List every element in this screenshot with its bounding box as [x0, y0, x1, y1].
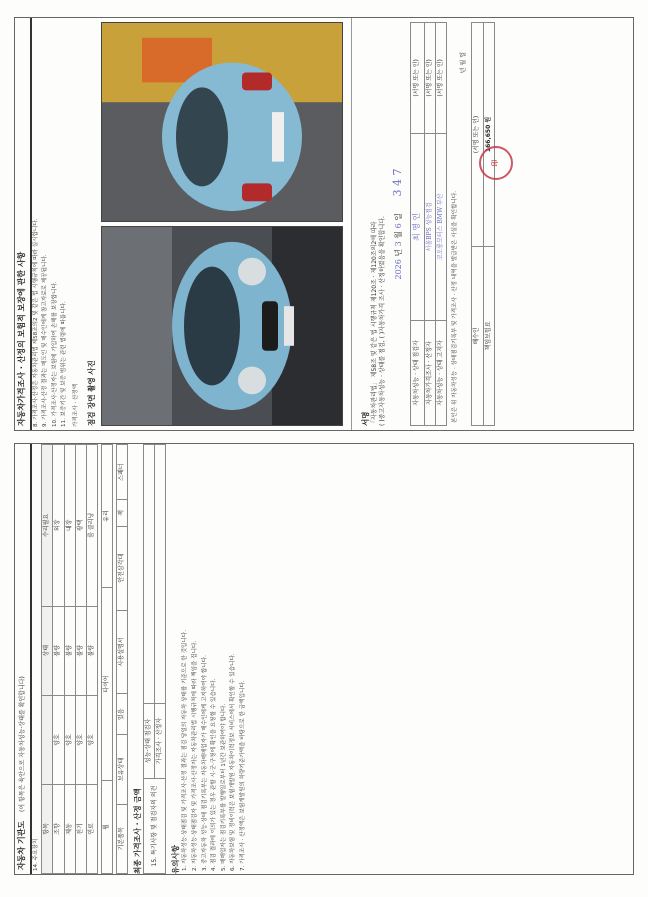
- table-cell: 불량: [64, 606, 75, 695]
- part-label: 14. 주요장치: [32, 838, 39, 871]
- note-item: 7. 가격조사 · 산정액은 보험개발원의 차량기준가액을 바탕으로 한 금액입니다.: [239, 680, 246, 871]
- car-rear-photo: [101, 22, 343, 222]
- table-row: [472, 23, 483, 426]
- note-item: 8. 가격조사·산정은 자동차관리법 제58조의2 및 같은 법 시행규칙에 따라 실시합니다.: [32, 218, 39, 427]
- table-cell: 조향: [53, 784, 64, 873]
- table-cell: 166,650 원: [483, 23, 494, 247]
- table-cell: 광택: [75, 445, 86, 607]
- car-front-photo: [101, 226, 343, 426]
- note-item: 9. 가격조사·산정 결과는 매도인 및 매수인에게 참고자료로 제공됩니다.: [42, 254, 49, 427]
- table-cell: 안전삼각대: [116, 526, 127, 610]
- signature-section: [351, 18, 499, 430]
- table-row: [483, 23, 494, 426]
- photo-row: [97, 18, 347, 430]
- table-cell: 스패너: [116, 445, 127, 500]
- table-row: [116, 445, 127, 874]
- table-cell: (서명 또는 인): [410, 23, 424, 134]
- table-cell: 불량: [86, 606, 97, 695]
- section-note: (이 항목은 육안으로 자동차성능·상태를 확인합니다): [19, 676, 26, 813]
- table-cell: 가격조사 · 산정자: [155, 704, 166, 779]
- table-cell: 양호: [75, 695, 86, 784]
- table-cell: 서울BPS 성능점검: [424, 133, 435, 320]
- note-item: 6. 자동차보험 및 정비이력은 보험개발원 자동차이력정보 서비스에서 확인할 수 있습니다.: [230, 653, 237, 871]
- table-header: 항목: [42, 784, 53, 873]
- table-row: [101, 445, 112, 874]
- table-row: [144, 445, 155, 874]
- table-cell: 보유상태: [116, 735, 127, 804]
- receipt-text: 본인은 위 자동차성능 · 상태점검기록부 및 가격조사 · 산정 내역을 발급받은 사실을 확인합니다.: [451, 190, 458, 423]
- table-cell: (서명 또는 인): [424, 23, 435, 134]
- table-cell: 타이어: [101, 588, 112, 781]
- table-cell: 불량: [75, 606, 86, 695]
- insurance-notes: [32, 18, 72, 430]
- table-cell: 잭: [116, 500, 127, 527]
- table-cell: 자동차가격조사 · 산정자: [424, 321, 435, 426]
- table-cell: 양호: [53, 695, 64, 784]
- notes-title: 유의사항: [171, 845, 181, 874]
- inspection-table: [41, 444, 97, 874]
- note-item: 5. 매매업자는 점검기록부를 발행일로부터 1년간 보관하여야 합니다.: [220, 703, 227, 871]
- table-cell: 매수인: [472, 246, 483, 425]
- table-row: [64, 445, 75, 874]
- table-cell: 양호: [86, 695, 97, 784]
- date-day: 6: [393, 223, 403, 229]
- table-cell: 외장: [53, 445, 64, 607]
- table-cell: 성능·상태 점검자: [144, 704, 155, 779]
- price-label: 가격조사 · 산정액: [72, 383, 79, 427]
- table-header: [42, 695, 53, 784]
- note-item: 11. 보증기간 및 보증 범위는 관련 법령에 따릅니다.: [61, 301, 68, 427]
- date-year: 2026: [393, 259, 403, 280]
- table-row: [435, 23, 446, 426]
- signature-title: 서명: [360, 411, 370, 426]
- table-cell: 사용설명서: [116, 610, 127, 694]
- note-item: 10. 가격조사·산정자는 보험에 가입하여 손해를 보장합니다.: [51, 281, 58, 427]
- insurance-header: 자동차가격조사 · 산정의 보험적 보장에 관한 사항: [15, 18, 32, 430]
- note-item: 4. 점검 결과에 이의가 있는 경우 관할 시·군·구청에 확인을 요청할 수 있습니다.: [211, 678, 218, 871]
- table-cell: 불량: [53, 606, 64, 695]
- signature-table: [410, 22, 447, 426]
- signature-text-2: ( )중고자동차성능 · 상태를 점검, ( )자동차가격 조사 · 산정하였음을 확인합니다.: [378, 216, 386, 426]
- table-cell: 자동차성능 · 상태 점검자: [410, 321, 424, 426]
- opinion-table: [143, 444, 166, 874]
- table-row: [410, 23, 424, 426]
- repair-table: [101, 444, 113, 874]
- table-row: [86, 445, 97, 874]
- table-cell: 내장: [64, 445, 75, 607]
- table-cell: 최 영 인: [410, 133, 424, 320]
- section-title: 자동차 기관도: [17, 820, 26, 870]
- photo-title: 점검 장면 촬영 사진: [86, 360, 96, 426]
- note-item: 2. 자동차성능·상태점검자 및 가격조사·산정자는 자동차관리법 시행규칙에 따라 책임을 집니다.: [191, 640, 198, 871]
- table-cell: 있음: [116, 694, 127, 735]
- notes-list: [181, 444, 250, 874]
- table-row: [53, 445, 64, 874]
- table-cell: [155, 445, 166, 704]
- right-column: [14, 17, 634, 431]
- sign-date: [391, 22, 406, 426]
- table-cell: [144, 445, 155, 704]
- left-column: [14, 443, 634, 875]
- table-row: [424, 23, 435, 426]
- handwritten-number: 3 4 7: [390, 168, 404, 197]
- signature-text: 「자동차관리법」 제58조 및 같은 법 시행규칙 제120조 · 제120조의2에 따라: [370, 221, 378, 426]
- table-cell: 책임보험료: [483, 246, 494, 425]
- table-cell: (서명 또는 인): [472, 23, 483, 247]
- date-month-suffix: 월: [393, 230, 403, 239]
- table-cell: 유리: [101, 445, 112, 588]
- note-item: 1. 자동차성능·상태점검 및 가격조사·산정 결과는 점검 당일의 자동차 상태를 기준으로 한 것입니다.: [182, 630, 189, 871]
- table-cell: (서명 또는 인): [435, 23, 446, 134]
- date-year-suffix: 년: [393, 248, 403, 257]
- table-cell: 자동차성능 · 상태 고지자: [435, 321, 446, 426]
- table-header: 상태: [42, 606, 53, 695]
- buyer-table: [471, 22, 494, 426]
- table-row: [75, 445, 86, 874]
- table-cell: 코오롱모터스 BMW 부산: [435, 133, 446, 320]
- opinion-title: 최종 가격조사 · 산정 금액: [133, 788, 142, 874]
- section-header: [15, 444, 32, 874]
- table-cell: 룸 클리닝: [86, 445, 97, 607]
- table-cell: 휠: [101, 780, 112, 873]
- car-rear-image: [102, 23, 342, 221]
- table-cell: 15. 특기사항 및 점검자의 의견: [144, 779, 166, 874]
- table-cell: 양호: [64, 695, 75, 784]
- table-cell: 제동: [64, 784, 75, 873]
- table-cell: 전기: [75, 784, 86, 873]
- table-cell: 기본품목: [116, 804, 127, 873]
- receipt-date: 년 월 일: [460, 52, 468, 74]
- table-header: 수리필요: [42, 445, 53, 607]
- table-cell: 연료: [86, 784, 97, 873]
- red-seal-stamp: 印: [479, 146, 513, 180]
- date-month: 3: [393, 241, 403, 247]
- date-day-suffix: 일: [393, 213, 403, 221]
- basic-items-table: [116, 444, 128, 874]
- car-front-image: [102, 227, 342, 425]
- note-item: 3. 중고자동차 성능·상태 점검기록부는 자동차매매업자가 매수인에게 고지하여야 합니다.: [201, 655, 208, 871]
